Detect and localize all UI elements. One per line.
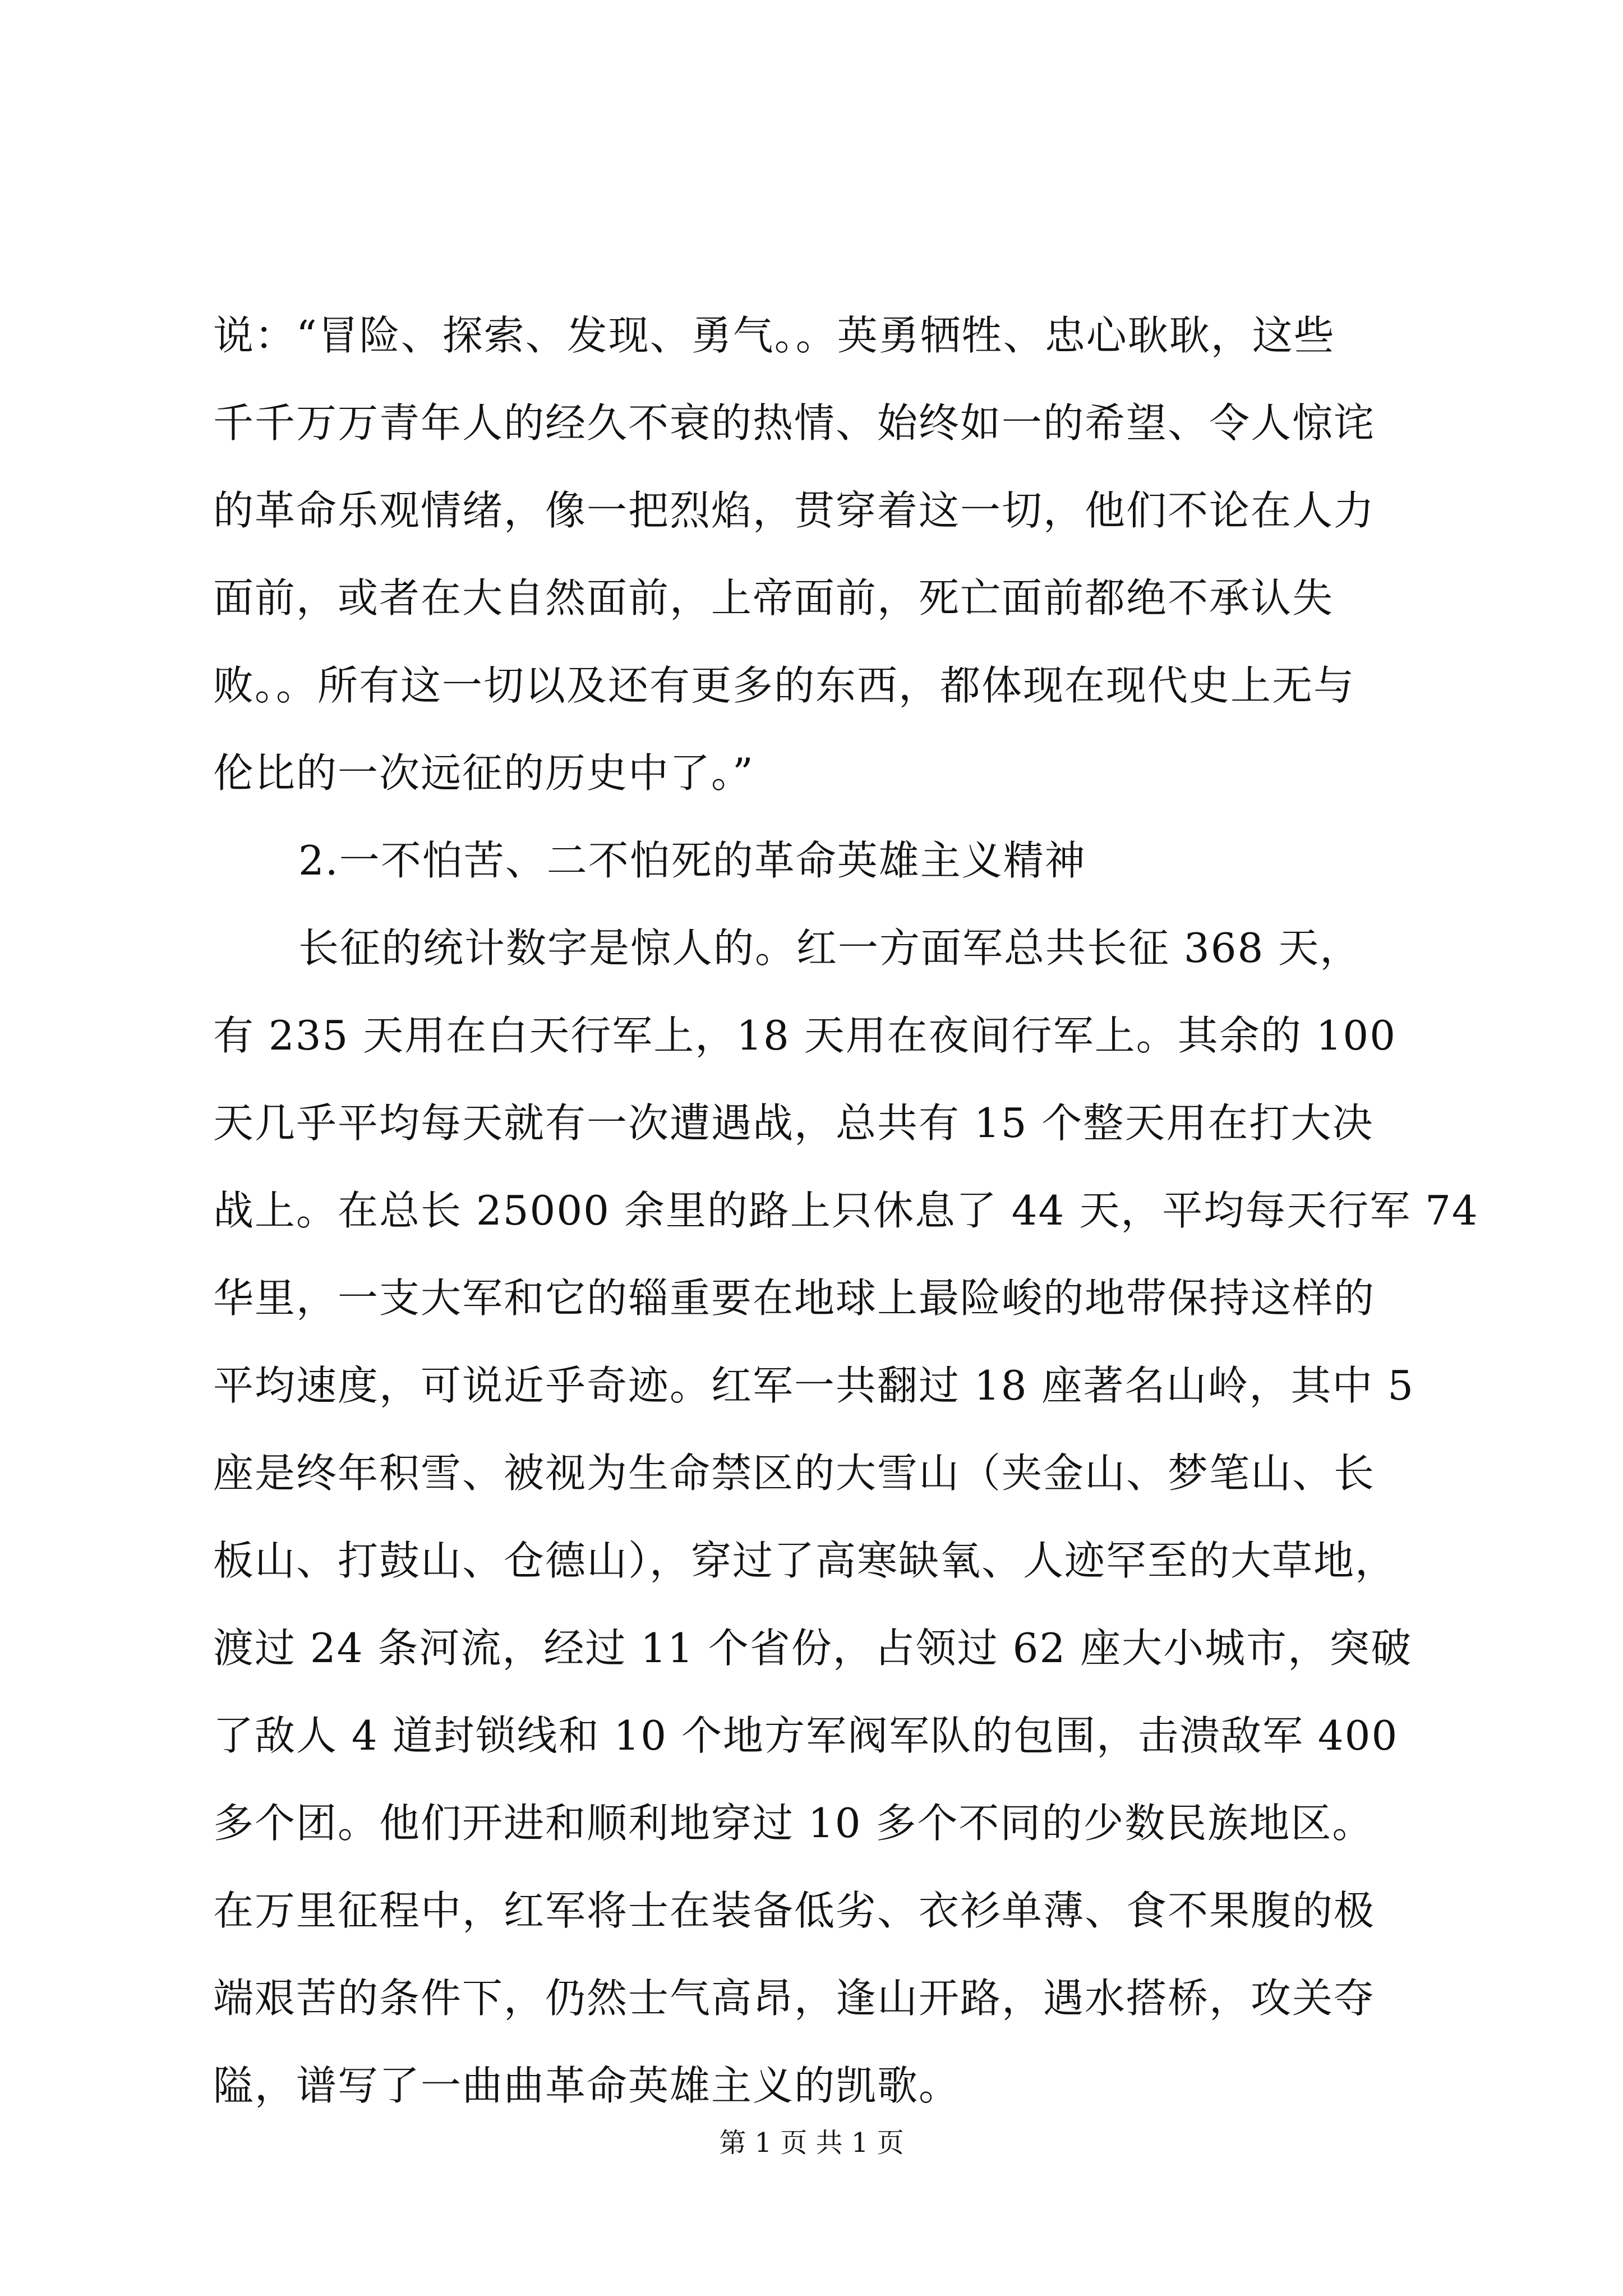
text-line: 平均速度，可说近乎奇迹。红军一共翻过 18 座著名山岭，其中 5 — [213, 1362, 1415, 1409]
text-line: 的革命乐观情绪，像一把烈焰，贯穿着这一切，他们不论在人力 — [213, 487, 1376, 534]
text-line: 板山、打鼓山、仓德山），穿过了高寒缺氧、人迹罕至的大草地， — [213, 1537, 1397, 1584]
text-line: 长征的统计数字是惊人的。红一方面军总共长征 368 天， — [298, 924, 1362, 972]
body-text — [213, 292, 1479, 2129]
text-line: 多个团。他们开进和顺利地穿过 10 多个不同的少数民族地区。 — [213, 1800, 1374, 1847]
text-line: 有 235 天用在白天行军上，18 天用在夜间行军上。其余的 100 — [213, 1012, 1397, 1059]
text-line: 了敌人 4 道封锁线和 10 个地方军阀军队的包围，击溃敌军 400 — [213, 1712, 1399, 1759]
text-line: 败。。所有这一切以及还有更多的东西，都体现在现代史上无与 — [213, 662, 1355, 709]
text-line: 面前，或者在大自然面前，上帝面前，死亡面前都绝不承认失 — [213, 574, 1334, 622]
text-line: 伦比的一次远征的历史中了。” — [213, 749, 754, 797]
section-heading: 2.一不怕苦、二不怕死的革命英雄主义精神 — [298, 837, 1086, 884]
text-line: 战上。在总长 25000 余里的路上只休息了 44 天，平均每天行军 74 — [213, 1187, 1479, 1234]
text-line: 天几乎平均每天就有一次遭遇战，总共有 15 个整天用在打大决 — [213, 1099, 1374, 1147]
text-line: 端艰苦的条件下，仍然士气高昂，逢山开路，遇水搭桥，攻关夺 — [213, 1975, 1376, 2022]
text-line: 华里，一支大军和它的辎重要在地球上最险峻的地带保持这样的 — [213, 1274, 1376, 1322]
text-line: 在万里征程中，红军将士在装备低劣、衣衫单薄、食不果腹的极 — [213, 1887, 1376, 1934]
text-line: 隘，谱写了一曲曲革命英雄主义的凯歌。 — [213, 2062, 961, 2109]
text-line: 渡过 24 条河流，经过 11 个省份，占领过 62 座大小城市，突破 — [213, 1625, 1413, 1672]
text-line: 千千万万青年人的经久不衰的热情、始终如一的希望、令人惊诧 — [213, 399, 1376, 447]
page-footer: 第 1 页 共 1 页 — [719, 2127, 904, 2159]
text-line: 说：“冒险、探索、发现、勇气。。英勇牺牲、忠心耿耿，这些 — [213, 312, 1335, 359]
text-line: 座是终年积雪、被视为生命禁区的大雪山（夹金山、梦笔山、长 — [213, 1450, 1376, 1497]
